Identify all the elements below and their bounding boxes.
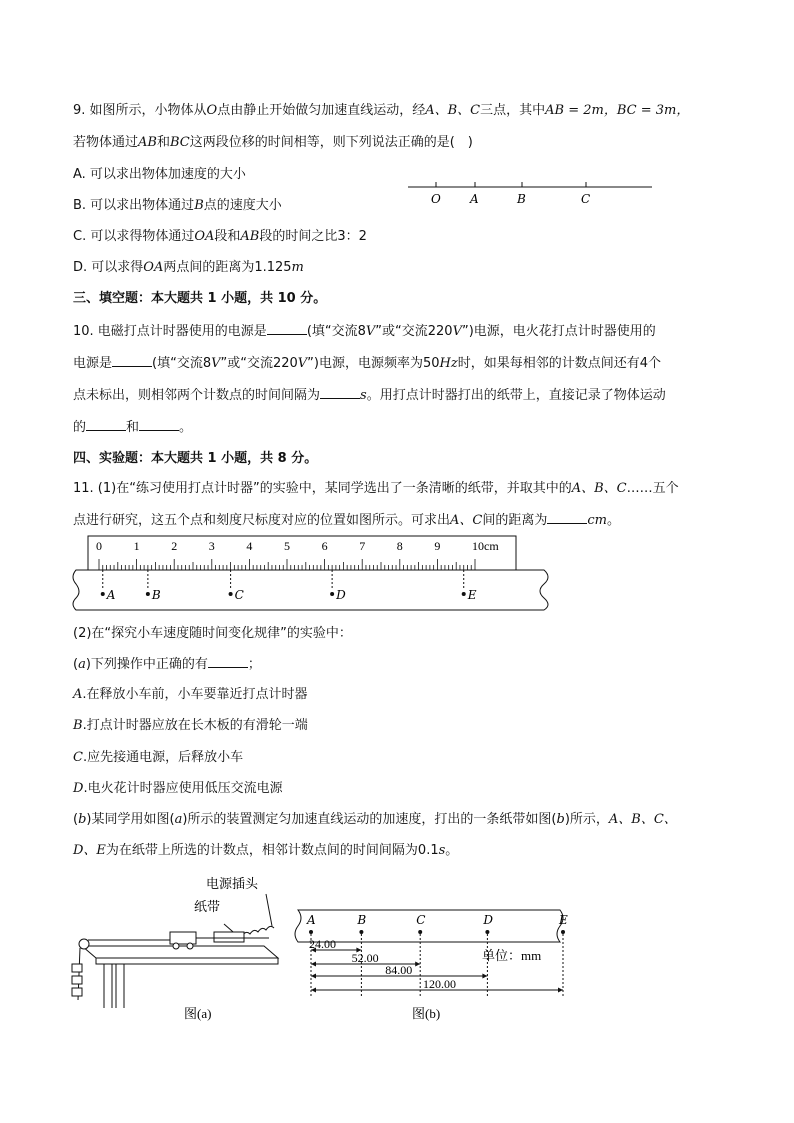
q9-point-a: A bbox=[470, 192, 479, 206]
tape-point-dot bbox=[462, 592, 466, 596]
q11-option-d[interactable]: D.电火花计时器应使用低压交流电源 bbox=[73, 781, 283, 796]
ruler-number: 1 bbox=[133, 539, 140, 553]
tape-label: 纸带 bbox=[194, 900, 221, 915]
q10-line-2: 电源是 (填“交流8V”或“交流220V”)电源，电源频率为50Hz时，如果每相邻的计数点间还有4个 bbox=[73, 356, 661, 371]
q11-line-2: 点进行研究，这五个点和刻度尺标度对应的位置如图所示。可求出A、C间的距离为 cm。 bbox=[73, 513, 620, 528]
figb-point-dot bbox=[309, 930, 313, 934]
q11-part-2: (2)在“探究小车速度随时间变化规律”的实验中： bbox=[73, 626, 352, 641]
plug-label: 电源插头 bbox=[206, 877, 259, 892]
section-4-heading: 四、实验题：本大题共 1 小题，共 8 分。 bbox=[73, 451, 318, 466]
q11-line-1: 11. (1)在“练习使用打点计时器”的实验中，某同学选出了一条清晰的纸带，并取其中的A、B、C……五个 bbox=[73, 481, 679, 496]
q11-part-b-line-2: D、E为在纸带上所选的计数点，相邻计数点间的时间间隔为0.1s。 bbox=[73, 843, 459, 858]
q9-point-o: O bbox=[431, 192, 441, 206]
q9-option-c[interactable]: C. 可以求得物体通过OA段和AB段的时间之比3：2 bbox=[73, 229, 367, 244]
q10-blank-4[interactable] bbox=[86, 418, 126, 431]
timer bbox=[214, 932, 244, 942]
ruler-number: 2 bbox=[171, 539, 178, 553]
q10-line-1: 10. 电磁打点计时器使用的电源是 (填“交流8V”或“交流220V”)电源，电火花打点计时器使用的 bbox=[73, 324, 656, 339]
figb-dimension: 120.00 bbox=[423, 977, 456, 991]
unit-label: 单位：mm bbox=[482, 948, 542, 963]
tape-point-dot bbox=[229, 592, 233, 596]
q10-line-4: 的 和 。 bbox=[73, 420, 193, 435]
ruler bbox=[88, 536, 516, 570]
figb-dimension: 52.00 bbox=[351, 951, 379, 965]
q10-blank-3[interactable] bbox=[320, 386, 360, 399]
figb-point-dot bbox=[485, 930, 489, 934]
q11-blank-a[interactable] bbox=[208, 655, 248, 668]
figb-point-dot bbox=[359, 930, 363, 934]
figure-b-tape bbox=[294, 904, 570, 1028]
tape-point-label: A bbox=[106, 588, 116, 602]
figb-point-label: A bbox=[307, 913, 316, 927]
ruler-tape-figure bbox=[72, 532, 552, 614]
figb-point-dot bbox=[561, 930, 565, 934]
q9-point-c: C bbox=[581, 192, 591, 206]
figb-point-label: D bbox=[483, 913, 494, 927]
ruler-number: 4 bbox=[246, 539, 253, 553]
tape-point-label: C bbox=[234, 588, 244, 602]
q9-line-2: 若物体通过AB和BC这两段位移的时间相等，则下列说法正确的是( ) bbox=[73, 135, 473, 150]
figb-point-label: C bbox=[416, 913, 426, 927]
q11-blank-ac[interactable] bbox=[547, 511, 587, 524]
q10-blank-1[interactable] bbox=[267, 322, 307, 335]
q10-blank-5[interactable] bbox=[139, 418, 179, 431]
tape-point-dot bbox=[330, 592, 334, 596]
q9-option-b[interactable]: B. 可以求出物体通过B点的速度大小 bbox=[73, 198, 282, 213]
ruler-number: 8 bbox=[396, 539, 403, 553]
figure-a-caption: 图(a) bbox=[184, 1006, 212, 1021]
figb-dimension: 24.00 bbox=[309, 937, 336, 951]
figb-point-label: B bbox=[357, 913, 367, 927]
q9-line-figure bbox=[405, 178, 655, 208]
q10-line-3: 点未标出，则相邻两个计数点的时间间隔为 s。用打点计时器打出的纸带上，直接记录了物体运动 bbox=[73, 388, 666, 403]
figb-dimension: 84.00 bbox=[385, 963, 413, 977]
section-3-heading: 三、填空题：本大题共 1 小题，共 10 分。 bbox=[73, 291, 327, 306]
q9-point-b: B bbox=[517, 192, 526, 206]
q11-option-c[interactable]: C.应先接通电源，后释放小车 bbox=[73, 750, 244, 765]
tape-point-label: B bbox=[151, 588, 161, 602]
q10-blank-2[interactable] bbox=[112, 354, 152, 367]
ruler-number: 9 bbox=[434, 539, 441, 553]
ruler-number: 7 bbox=[359, 539, 366, 553]
figure-b-caption: 图(b) bbox=[412, 1006, 441, 1021]
ruler-number: 3 bbox=[208, 539, 215, 553]
q11-option-a[interactable]: A.在释放小车前，小车要靠近打点计时器 bbox=[73, 687, 308, 702]
tape-point-label: D bbox=[336, 588, 346, 602]
cart bbox=[170, 932, 196, 944]
figb-point-label: E bbox=[559, 913, 568, 927]
q11-part-b-line-1: (b)某同学用如图(a)所示的装置测定匀加速直线运动的加速度，打出的一条纸带如图(b)所示，A、B、C、 bbox=[73, 812, 677, 827]
q11-option-b[interactable]: B.打点计时器应放在长木板的有滑轮一端 bbox=[73, 718, 308, 733]
ruler-number: 6 bbox=[321, 539, 328, 553]
ruler-number: 5 bbox=[284, 539, 290, 553]
figure-a-apparatus bbox=[64, 868, 294, 1028]
figb-point-dot bbox=[418, 930, 422, 934]
tape-point-dot bbox=[101, 592, 105, 596]
ruler-number: 10cm bbox=[472, 539, 499, 553]
ruler-number: 0 bbox=[96, 539, 102, 553]
tape-point-label: E bbox=[467, 588, 477, 602]
q9-line-1: 9. 如图所示，小物体从O点由静止开始做匀加速直线运动，经A、B、C三点，其中AB = 2m，BC = 3m， bbox=[73, 103, 690, 118]
q9-option-d[interactable]: D. 可以求得OA两点间的距离为1.125m bbox=[73, 260, 304, 275]
paper-tape bbox=[73, 570, 548, 610]
q9-option-a[interactable]: A. 可以求出物体加速度的大小 bbox=[73, 167, 246, 182]
tape-point-dot bbox=[146, 592, 150, 596]
q11-part-a: (a)下列操作中正确的有 ； bbox=[73, 657, 261, 672]
